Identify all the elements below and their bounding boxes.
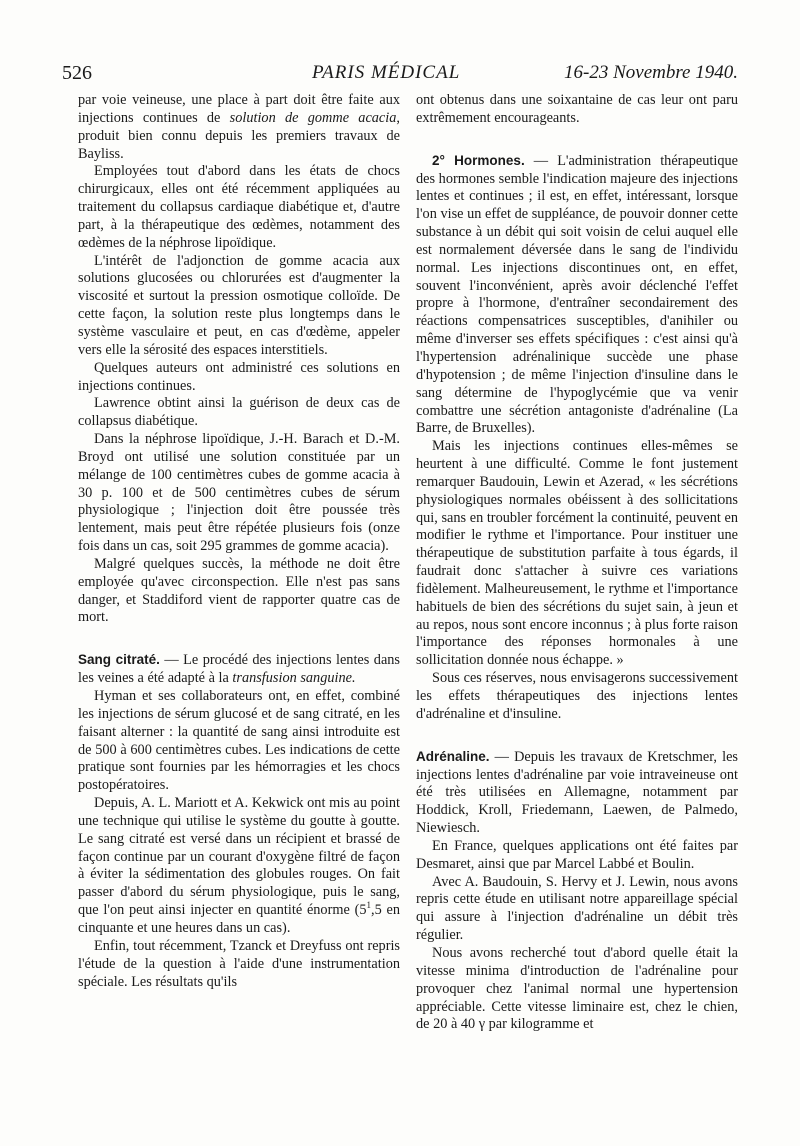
left-column — [78, 92, 400, 991]
paragraph: Sous ces réserves, nous envisagerons successivement les effets thérapeutiques des injections lentes d'adrénaline et d'insuline. — [416, 670, 738, 722]
paragraph: L'intérêt de l'adjonction de gomme acacia aux solutions glucosées ou chlorurées est d'augmenter la viscosité et surtout la pression osmotique colloïde. De cette façon, la solution reste plus longtemps dans le système vasculaire et peut, en cas d'œdème, appeler vers elle la sérosité des espaces interstitiels. — [78, 252, 400, 358]
section-heading: Sang citraté. — [78, 652, 160, 668]
paragraph: En France, quelques applications ont été faites par Desmaret, ainsi que par Marcel Labbé et Boulin. — [416, 837, 738, 872]
paragraph: ont obtenus dans une soixantaine de cas leur ont paru extrêmement encourageants. — [416, 92, 738, 126]
paragraph: Avec A. Baudouin, S. Hervy et J. Lewin, nous avons repris cette étude en utilisant notre appareillage spécial qui assure à l'injection d'adrénaline un débit très régulier. — [416, 873, 738, 944]
page-number: 526 — [62, 62, 92, 84]
issue-date: 16-23 Novembre 1940. — [564, 62, 738, 83]
journal-title: PARIS MÉDICAL — [312, 62, 461, 83]
section-sang-citrate: Sang citraté. — Le procédé des injections lentes dans les veines a été adapté à la transfusion sanguine. — [78, 652, 400, 687]
paragraph: Depuis, A. L. Mariott et A. Kekwick ont mis au point une technique qui utilise le système du goutte à goutte. Le sang citraté est versé dans un récipient et brassé de façon continue par un courant d'oxygène filtré de façon à éviter la sédimentation des globules rouges. On fait passer d'abord du sérum physiologique, puis le sang, que l'on peut ainsi injecter en quantité énorme ($5^1,5$ en cinquante et une heures dans un cas). — [78, 795, 400, 936]
right-column — [416, 92, 738, 1034]
paragraph: Quelques auteurs ont administré ces solutions en injections continues. — [78, 359, 400, 394]
paragraph: Malgré quelques succès, la méthode ne doit être employée qu'avec circonspection. Elle n'est pas sans danger, et Staddiford vient de rapporter quatre cas de mort. — [78, 555, 400, 626]
paragraph: Nous avons recherché tout d'abord quelle était la vitesse minima d'introduction de l'adrénaline pour provoquer chez l'animal normal une hypertension appréciable. Cette vitesse liminaire est, chez le chien, de 20 à 40 γ par kilogramme et — [416, 944, 738, 1033]
paragraph: Dans la néphrose lipoïdique, J.-H. Barach et D.-M. Broyd ont utilisé une solution constituée par un mélange de 100 centimètres cubes de gomme acacia à 30 p. 100 et de 500 centimètres cubes de sérum physiologique ; l'injection doit être poussée très lentement, mais peut être répétée plusieurs fois (onze fois dans un cas, soit 295 grammes de gomme acacia). — [78, 431, 400, 555]
section-heading: Adrénaline. — [416, 748, 490, 764]
paragraph: par voie veineuse, une place à part doit être faite aux injections continues de solution de gomme acacia, produit bien connu depuis les premiers travaux de Bayliss. — [78, 92, 400, 162]
paragraph: Employées tout d'abord dans les états de chocs chirurgicaux, elles ont été récemment appliquées au traitement du collapsus cardiaque diabétique et, d'autre part, à la thérapeutique des œdèmes, notamment des œdèmes de la néphrose lipoïdique. — [78, 163, 400, 251]
paragraph: Lawrence obtint ainsi la guérison de deux cas de collapsus diabétique. — [78, 395, 400, 430]
paragraph: Hyman et ses collaborateurs ont, en effet, combiné les injections de sérum glucosé et de sang citraté, en les faisant alterner : la quantité de sang ainsi introduite est de 500 à 600 centimètres cubes. Les indications de cette pratique sont fournies par les hémorragies et les chocs postopératoires. — [78, 688, 400, 794]
running-header — [62, 62, 738, 88]
section-heading: 2° Hormones. — [432, 152, 525, 168]
section-adrenaline: Adrénaline. — Depuis les travaux de Kretschmer, les injections lentes d'adrénaline par voie intraveineuse ont été très utilisées en Allemagne, notamment par Hoddick, Kroll, Friedemann, Laewen, de Palmedo, Niewiesch. — [416, 748, 738, 837]
section-hormones: 2° Hormones. — L'administration thérapeutique des hormones semble l'indication majeure des injections lentes et continues ; il est, en effet, intéressant, lorsque l'on vise un effet de suppléance, de pouvoir donner cette substance à un débit qui soit voisin de celui auquel elle est normalement déversée dans le sang de l'individu normal. Les injections discontinues ont, en effet, souvent l'inconvénient, après avoir déclenché l'effet propre à l'hormone, d'entraîner secondairement des réactions compensatrices susceptibles, d'anihiler ou même d'inverser ses effets spécifiques : c'est ainsi qu'à l'hypertension adrénalinique succède une phase d'hypotension ; de même l'injection d'insuline dans le sang détermine de l'hypoglycémie que va venir combattre une sécrétion antagoniste d'adrénaline (La Barre, de Bruxelles). — [416, 152, 738, 437]
paragraph: Enfin, tout récemment, Tzanck et Dreyfuss ont repris l'étude de la question à l'aide d'une instrumentation spéciale. Les résultats qu'ils — [78, 937, 400, 990]
paragraph: Mais les injections continues elles-mêmes se heurtent à une difficulté. Comme le font justement remarquer Baudouin, Lewin et Azerad, « les sécrétions physiologiques normales obéissent à des sollicitations qui, sans en troubler forcément la continuité, peuvent en modifier le rythme et l'importance. Pour instituer une thérapeutique de substitution parfaite à tous égards, il faudrait donc s'attacher à suivre ces variations fidèlement. Malheureusement, le rythme et l'importance habituels de bien des sécrétions du sujet sain, à jeun et au repos, nous sont encore inconnus ; à plus forte raison l'importance des réponses hormonales à une sollicitation donnée nous échappe. » — [416, 438, 738, 669]
